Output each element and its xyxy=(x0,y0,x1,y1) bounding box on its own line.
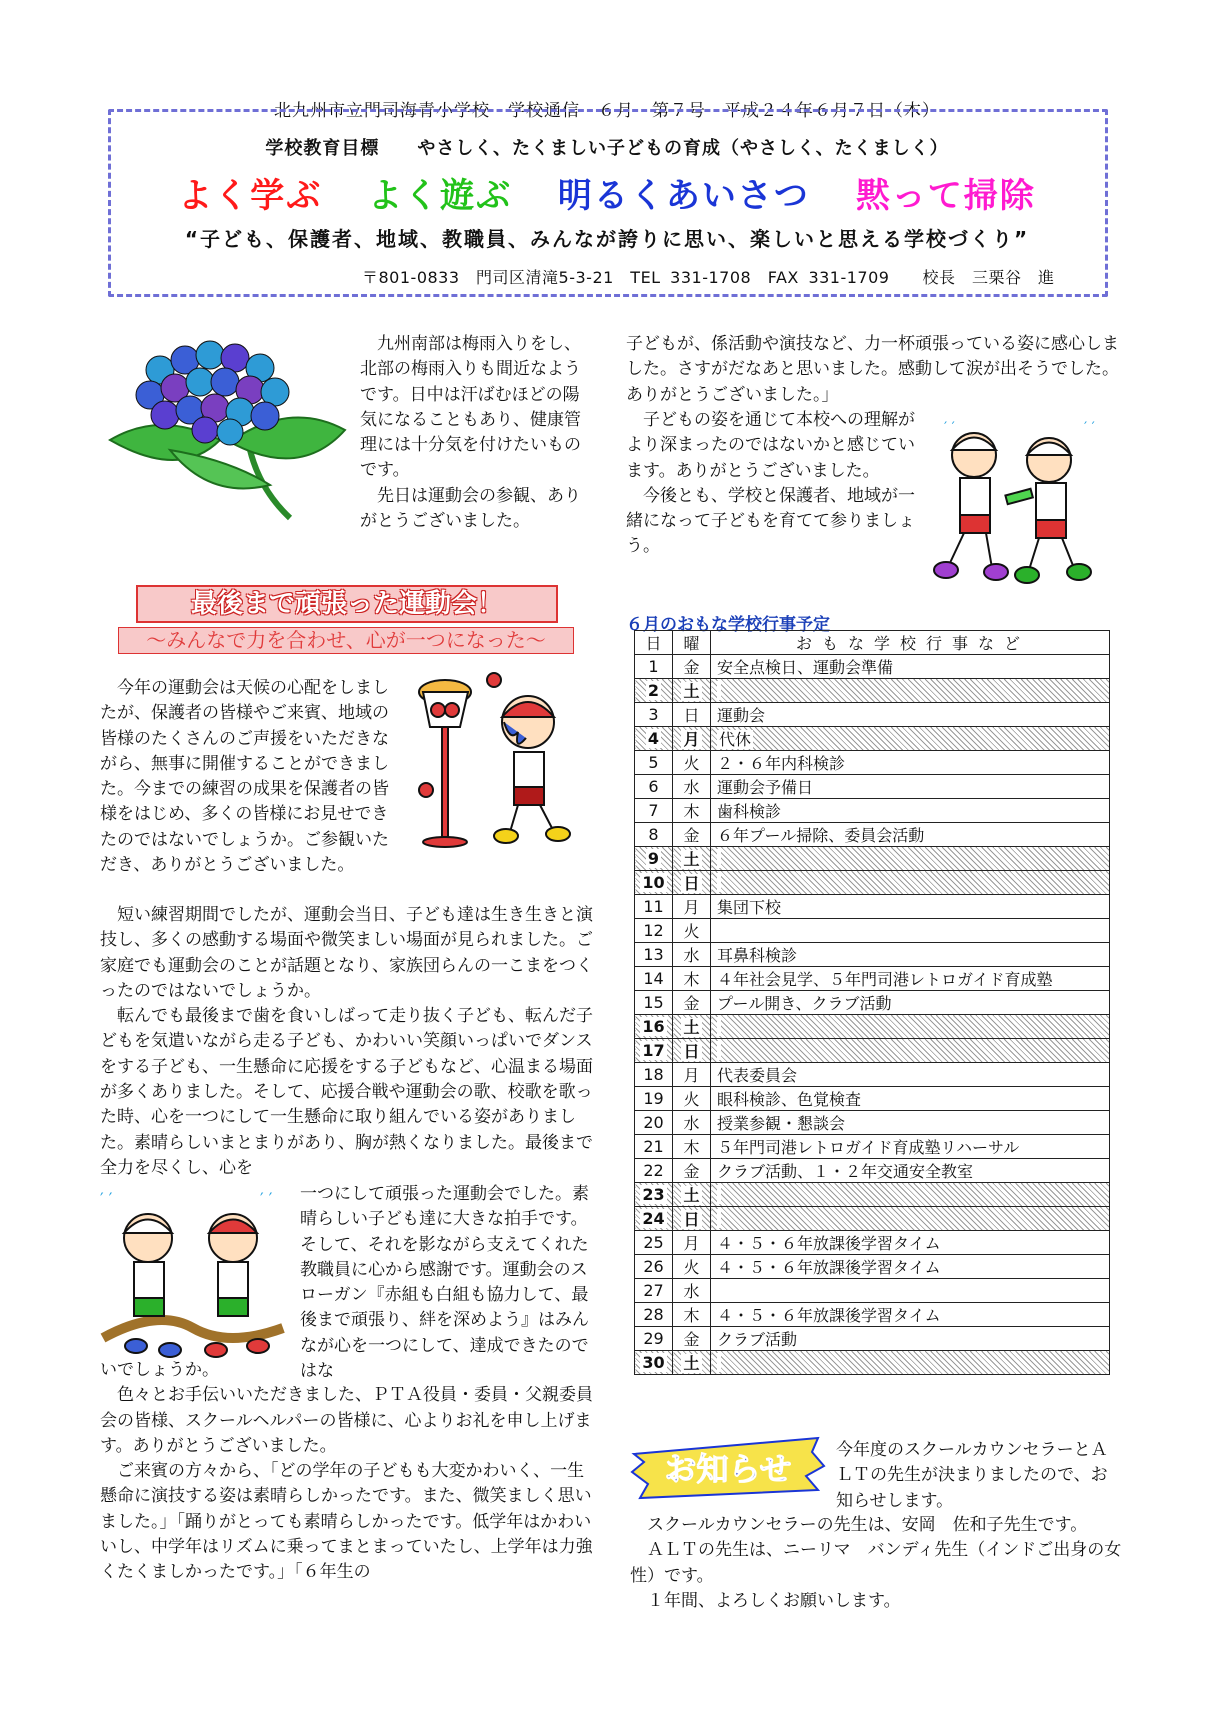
schedule-event-cell-text xyxy=(717,1353,721,1372)
schedule-event-cell-text: クラブ活動、１・２年交通安全教室 xyxy=(717,1162,974,1181)
schedule-weekday-cell xyxy=(673,871,711,895)
closing-section xyxy=(626,408,916,560)
schedule-day-cell-text: 14 xyxy=(643,969,664,988)
schedule-day-cell xyxy=(635,823,673,847)
schedule-weekday-cell xyxy=(673,1255,711,1279)
schedule-weekday-cell-text: 水 xyxy=(683,1282,700,1301)
schedule-row xyxy=(635,727,1110,751)
notice-badge xyxy=(630,1432,826,1502)
schedule-row xyxy=(635,751,1110,775)
schedule-weekday-cell-text: 土 xyxy=(683,1018,700,1037)
schedule-event-cell xyxy=(711,1159,1110,1183)
schedule-day-cell xyxy=(635,871,673,895)
closing-paragraph: 子どもの姿を通じて本校への理解がより深まったのではないかと感じています。ありがとうございました。 xyxy=(626,410,915,481)
notice-badge-label: お知らせ xyxy=(664,1450,792,1488)
schedule-event-cell xyxy=(711,1063,1110,1087)
schedule-row xyxy=(635,655,1110,679)
schedule-weekday-cell-text: 金 xyxy=(683,1330,700,1349)
notice-intro: 今年度のスクールカウンセラーとＡＬＴの先生が決まりましたので、お知らせします。 xyxy=(836,1440,1108,1511)
schedule-day-cell xyxy=(635,991,673,1015)
schedule-event-cell xyxy=(711,1255,1110,1279)
slogan-greeting: 明るくあいさつ xyxy=(557,176,810,216)
schedule-weekday-cell-text: 水 xyxy=(683,946,700,965)
schedule-day-cell xyxy=(635,1039,673,1063)
school-vision: “子ども、保護者、地域、教職員、みんなが誇りに思い、楽しいと思える学校づくり” xyxy=(184,227,1030,251)
schedule-row xyxy=(635,1111,1110,1135)
schedule-event-cell-text: プール開き、クラブ活動 xyxy=(717,994,892,1013)
schedule-event-cell-text: ６年プール掃除、委員会活動 xyxy=(717,826,925,845)
schedule-event-cell xyxy=(711,1279,1110,1303)
schedule-header-row xyxy=(635,631,1110,655)
schedule-event-cell-text: ４・５・６年放課後学習タイム xyxy=(717,1306,941,1325)
schedule-event-cell-text: ４・５・６年放課後学習タイム xyxy=(717,1258,941,1277)
schedule-day-cell xyxy=(635,1159,673,1183)
schedule-day-cell-text: 15 xyxy=(643,993,664,1012)
schedule-day-cell-text: 17 xyxy=(642,1041,665,1060)
schedule-title: ６月のおもな学校行事予定 xyxy=(626,615,830,635)
schedule-day-cell xyxy=(635,895,673,919)
schedule-event-cell-text xyxy=(717,1185,721,1204)
schedule-row xyxy=(635,1327,1110,1351)
schedule-event-cell-text xyxy=(717,1209,721,1228)
schedule-weekday-cell xyxy=(673,943,711,967)
schedule-event-cell xyxy=(711,943,1110,967)
schedule-event-cell xyxy=(711,1111,1110,1135)
schedule-day-cell xyxy=(635,1231,673,1255)
schedule-weekday-cell-text: 月 xyxy=(683,1066,700,1085)
schedule-event-cell-text: 歯科検診 xyxy=(717,802,782,821)
column-header-day: 日 xyxy=(635,631,673,655)
schedule-row xyxy=(635,1351,1110,1375)
schedule-day-cell-text: 23 xyxy=(642,1185,665,1204)
intro-section xyxy=(360,332,595,534)
schedule-event-cell-text xyxy=(717,873,721,892)
schedule-event-cell-text: ５年門司港レトロガイド育成塾リハーサル xyxy=(717,1138,1020,1157)
schedule-weekday-cell-text: 土 xyxy=(683,682,700,701)
schedule-event-cell-text xyxy=(717,849,721,868)
schedule-row xyxy=(635,1279,1110,1303)
hydrangea-illustration xyxy=(100,330,352,530)
schedule-event-cell xyxy=(711,799,1110,823)
schedule-weekday-cell-text: 月 xyxy=(683,898,700,917)
schedule-event-cell xyxy=(711,703,1110,727)
schedule-weekday-cell xyxy=(673,1111,711,1135)
schedule-event-cell-text: 耳鼻科検診 xyxy=(717,946,798,965)
schedule-weekday-cell-text: 水 xyxy=(683,1114,700,1133)
schedule-day-cell xyxy=(635,1255,673,1279)
schedule-day-cell xyxy=(635,1351,673,1375)
schedule-event-cell-text: 眼科検診、色覚検査 xyxy=(717,1090,862,1109)
schedule-row xyxy=(635,1255,1110,1279)
schedule-event-cell xyxy=(711,895,1110,919)
schedule-day-cell-text: 2 xyxy=(647,681,660,700)
schedule-row xyxy=(635,847,1110,871)
schedule-event-cell-text: クラブ活動 xyxy=(717,1330,798,1349)
schedule-day-cell-text: 7 xyxy=(648,801,659,820)
schedule-day-cell-text: 28 xyxy=(643,1305,664,1324)
schedule-day-cell-text: 26 xyxy=(643,1257,664,1276)
schedule-event-cell-text: 運動会予備日 xyxy=(717,778,814,797)
schedule-event-cell-text: 代休 xyxy=(719,730,752,749)
schedule-weekday-cell-text: 金 xyxy=(683,826,700,845)
schedule-day-cell-text: 8 xyxy=(648,825,659,844)
schedule-event-cell xyxy=(711,991,1110,1015)
schedule-row xyxy=(635,967,1110,991)
schedule-weekday-cell xyxy=(673,1039,711,1063)
schedule-weekday-cell xyxy=(673,919,711,943)
schedule-day-cell-text: 24 xyxy=(642,1209,665,1228)
schedule-day-cell xyxy=(635,775,673,799)
schedule-weekday-cell-text: 日 xyxy=(683,1042,700,1061)
schedule-event-cell-text: 授業参観・懇談会 xyxy=(717,1114,846,1133)
schedule-row xyxy=(635,895,1110,919)
schedule-event-cell-text: 代表委員会 xyxy=(717,1066,798,1085)
schedule-row xyxy=(635,919,1110,943)
schedule-event-cell xyxy=(711,1135,1110,1159)
schedule-event-cell xyxy=(711,1231,1110,1255)
schedule-weekday-cell-text: 金 xyxy=(683,658,700,677)
schedule-event-cell-text: 安全点検日、運動会準備 xyxy=(717,658,894,677)
schedule-weekday-cell xyxy=(673,991,711,1015)
schedule-weekday-cell xyxy=(673,1231,711,1255)
schedule-weekday-cell xyxy=(673,655,711,679)
sports-paragraph: 短い練習期間でしたが、運動会当日、子ども達は生き生きと演技し、多くの感動する場面や微笑ましい場面が見られました。ご家庭でも運動会のことが話題となり、家族団らんの一こまをつくったのではないでしょうか。 xyxy=(100,905,593,1001)
svg-text:′ ′: ′ ′ xyxy=(1084,420,1095,436)
schedule-day-cell xyxy=(635,847,673,871)
schedule-day-cell-text: 3 xyxy=(648,705,659,724)
schedule-event-cell xyxy=(711,1351,1110,1375)
schedule-weekday-cell-text: 水 xyxy=(683,778,700,797)
schedule-event-cell xyxy=(711,1087,1110,1111)
schedule-event-cell xyxy=(711,751,1110,775)
schedule-event-cell xyxy=(711,1015,1110,1039)
schedule-weekday-cell-text: 月 xyxy=(683,1234,700,1253)
schedule-day-cell-text: 11 xyxy=(643,897,664,916)
intro-paragraph: 九州南部は梅雨入りをし、北部の梅雨入りも間近なようです。日中は汗ばむほどの陽気になることもあり、健康管理には十分気を付けたいものです。 xyxy=(360,334,581,481)
schedule-day-cell xyxy=(635,799,673,823)
school-slogans xyxy=(0,168,1214,217)
schedule-event-cell xyxy=(711,1303,1110,1327)
schedule-day-cell-text: 27 xyxy=(643,1281,664,1300)
schedule-weekday-cell xyxy=(673,703,711,727)
schedule-event-cell xyxy=(711,967,1110,991)
schedule-day-cell xyxy=(635,655,673,679)
sports-section-body xyxy=(100,903,596,1181)
schedule-day-cell-text: 12 xyxy=(643,921,664,940)
schedule-weekday-cell xyxy=(673,1135,711,1159)
schedule-row xyxy=(635,679,1110,703)
schedule-weekday-cell xyxy=(673,1207,711,1231)
schedule-weekday-cell xyxy=(673,1279,711,1303)
schedule-event-cell xyxy=(711,1207,1110,1231)
schedule-event-cell-text xyxy=(717,681,721,700)
schedule-day-cell xyxy=(635,1135,673,1159)
sports-paragraph: ご来賓の方々から、「どの学年の子どもも大変かわいく、一生懸命に演技する姿は素晴らしかったです。また、微笑ましく思いました。」「踊りがとっても素晴らしかったです。低学年はかわいいし、中学年はリズムに乗ってまとまっていたし、上学年は力強くたくましかったです。」「６年生の xyxy=(100,1461,593,1583)
schedule-weekday-cell-text: 火 xyxy=(683,1090,700,1109)
schedule-day-cell xyxy=(635,1207,673,1231)
svg-text:′ ′: ′ ′ xyxy=(100,1189,113,1208)
education-goal: 学校教育目標 やさしく、たくましい子どもの育成（やさしく、たくましく） xyxy=(265,138,949,159)
schedule-day-cell-text: 13 xyxy=(643,945,664,964)
schedule-row xyxy=(635,1063,1110,1087)
notice-body xyxy=(630,1513,1126,1614)
relay-runners-illustration xyxy=(924,420,1114,590)
schedule-row xyxy=(635,799,1110,823)
schedule-event-cell-text: ２・６年内科検診 xyxy=(717,754,846,773)
svg-text:′ ′: ′ ′ xyxy=(260,1189,273,1208)
schedule-weekday-cell xyxy=(673,751,711,775)
schedule-row xyxy=(635,823,1110,847)
schedule-weekday-cell-text: 月 xyxy=(683,730,700,749)
schedule-weekday-cell xyxy=(673,823,711,847)
schedule-row xyxy=(635,1039,1110,1063)
schedule-day-cell-text: 20 xyxy=(643,1113,664,1132)
schedule-weekday-cell-text: 金 xyxy=(683,1162,700,1181)
schedule-event-cell-text: 集団下校 xyxy=(717,898,782,917)
schedule-day-cell-text: 5 xyxy=(648,753,659,772)
slogan-cleaning: 黙って掃除 xyxy=(855,176,1036,216)
sports-paragraph: 色々とお手伝いいただきました、ＰＴＡ役員・委員・父親委員会の皆様、スクールヘルパーの皆様に、心よりお礼を申し上げます。ありがとうございました。 xyxy=(100,1385,593,1456)
schedule-day-cell xyxy=(635,1111,673,1135)
schedule-weekday-cell xyxy=(673,679,711,703)
newsletter-issue-line: 北九州市立門司海青小学校 学校通信 ６月 第７号 平成２４年６月７日（木） xyxy=(274,101,940,121)
sports-paragraph: 今年の運動会は天候の心配をしましたが、保護者の皆様やご来賓、地域の皆様のたくさんのご声援をいただきながら、無事に開催することができました。今までの練習の成果を保護者の皆様をはじめ、多くの皆様にお見せできたのではないでしょうか。ご参観いただき、ありがとうございました。 xyxy=(100,678,389,876)
schedule-weekday-cell xyxy=(673,895,711,919)
schedule-day-cell-text: 9 xyxy=(647,849,660,868)
schedule-row xyxy=(635,991,1110,1015)
schedule-row xyxy=(635,1207,1110,1231)
schedule-weekday-cell xyxy=(673,727,711,751)
schedule-event-cell xyxy=(711,1183,1110,1207)
schedule-weekday-cell-text: 土 xyxy=(683,1354,700,1373)
schedule-weekday-cell-text: 木 xyxy=(683,1306,700,1325)
schedule-weekday-cell xyxy=(673,775,711,799)
schedule-day-cell-text: 25 xyxy=(643,1233,664,1252)
schedule-event-cell xyxy=(711,871,1110,895)
sports-day-subtitle: ～みんなで力を合わせ、心が一つになった～ xyxy=(118,627,574,654)
schedule-row xyxy=(635,1015,1110,1039)
schedule-weekday-cell-text: 土 xyxy=(683,1186,700,1205)
notice-paragraph: スクールカウンセラーの先生は、安岡 佐和子先生です。 xyxy=(630,1515,1088,1535)
slogan-learn: よく学ぶ xyxy=(178,176,323,216)
schedule-weekday-cell xyxy=(673,1351,711,1375)
schedule-event-cell xyxy=(711,1039,1110,1063)
schedule-row xyxy=(635,1183,1110,1207)
schedule-row xyxy=(635,703,1110,727)
schedule-weekday-cell xyxy=(673,847,711,871)
schedule-event-cell xyxy=(711,655,1110,679)
slogan-play: よく遊ぶ xyxy=(368,176,513,216)
schedule-day-cell xyxy=(635,1279,673,1303)
schedule-day-cell xyxy=(635,703,673,727)
notice-paragraph: １年間、よろしくお願いします。 xyxy=(630,1590,901,1611)
sports-paragraph: 転んでも最後まで歯を食いしばって走り抜く子ども、転んだ子どもを気遣いながら走る子ども、かわいい笑顔いっぱいでダンスをする子ども、一生懸命に応援をする子どもなど、心温まる場面が多くありました。そして、応援合戦や運動会の歌、校歌を歌った時、心を一つにして一生懸命に取り組んでいる姿がありました。素晴らしいまとまりがあり、胸が熱くなりました。最後まで全力を尽くし、心を xyxy=(100,1006,593,1178)
schedule-day-cell xyxy=(635,727,673,751)
closing-paragraph: 今後とも、学校と保護者、地域が一緒になって子どもを育てて参りましょう。 xyxy=(626,485,915,557)
schedule-day-cell-text: 6 xyxy=(648,777,659,796)
schedule-day-cell-text: 21 xyxy=(643,1137,664,1156)
schedule-event-cell xyxy=(711,727,1110,751)
schedule-weekday-cell xyxy=(673,799,711,823)
schedule-weekday-cell-text: 火 xyxy=(683,1258,700,1277)
column-header-weekday: 曜 xyxy=(673,631,711,655)
schedule-event-cell-text xyxy=(717,1041,721,1060)
schedule-row xyxy=(635,1303,1110,1327)
schedule-day-cell-text: 18 xyxy=(643,1065,664,1084)
schedule-day-cell-text: 16 xyxy=(642,1017,665,1036)
schedule-weekday-cell-text: 火 xyxy=(683,922,700,941)
notice-paragraph: ＡＬＴの先生は、ニーリマ バンディ先生（インドご出身の女性）です。 xyxy=(630,1540,1122,1586)
schedule-day-cell xyxy=(635,1087,673,1111)
schedule-day-cell-text: 4 xyxy=(647,729,660,748)
schedule-row xyxy=(635,775,1110,799)
sports-paragraph-continued: 一つにして頑張った運動会でした。素晴らしい子ども達に大きな拍手です。そして、それを影ながら支えてくれた教職員に心から感謝です。運動会のスローガン『赤組も白組も協力して、最後まで頑張り、絆を深めよう』はみんなが心を一つにして、達成できたのではな xyxy=(300,1184,589,1382)
schedule-day-cell xyxy=(635,1327,673,1351)
intro-paragraph: 先日は運動会の参観、ありがとうございました。 xyxy=(360,485,581,532)
svg-text:′ ′: ′ ′ xyxy=(944,420,955,436)
schedule-weekday-cell xyxy=(673,1159,711,1183)
schedule-weekday-cell xyxy=(673,1183,711,1207)
schedule-day-cell xyxy=(635,1183,673,1207)
schedule-weekday-cell xyxy=(673,1015,711,1039)
schedule-day-cell xyxy=(635,919,673,943)
schedule-weekday-cell xyxy=(673,967,711,991)
schedule-day-cell-text: 10 xyxy=(642,873,665,892)
schedule-table xyxy=(634,630,1110,1375)
schedule-weekday-cell xyxy=(673,1087,711,1111)
schedule-row xyxy=(635,1087,1110,1111)
schedule-day-cell xyxy=(635,1063,673,1087)
schedule-row xyxy=(635,943,1110,967)
schedule-day-cell xyxy=(635,751,673,775)
schedule-weekday-cell-text: 火 xyxy=(683,754,700,773)
tug-of-war-illustration xyxy=(98,1188,288,1368)
schedule-day-cell-text: 30 xyxy=(642,1353,665,1372)
schedule-day-cell xyxy=(635,943,673,967)
schedule-row xyxy=(635,871,1110,895)
schedule-day-cell xyxy=(635,1015,673,1039)
schedule-event-cell-text: ４・５・６年放課後学習タイム xyxy=(717,1234,941,1253)
schedule-day-cell-text: 22 xyxy=(643,1161,664,1180)
schedule-weekday-cell-text: 日 xyxy=(683,874,700,893)
schedule-row xyxy=(635,1231,1110,1255)
schedule-row xyxy=(635,1135,1110,1159)
schedule-row xyxy=(635,1159,1110,1183)
schedule-weekday-cell xyxy=(673,1303,711,1327)
schedule-body xyxy=(635,655,1110,1375)
schedule-weekday-cell-text: 金 xyxy=(683,994,700,1013)
sports-paragraph-end: いでしょうか。 xyxy=(100,1360,219,1380)
schedule-event-cell-text: ４年社会見学、５年門司港レトロガイド育成塾 xyxy=(717,970,1053,989)
sports-day-title: 最後まで頑張った運動会！ xyxy=(136,585,558,623)
schedule-day-cell-text: 1 xyxy=(648,657,659,676)
column-header-events: おもな学校行事など xyxy=(711,631,1110,655)
schedule-weekday-cell-text: 木 xyxy=(683,970,700,989)
schedule-event-cell-text: 運動会 xyxy=(717,706,766,725)
ball-toss-illustration xyxy=(418,672,598,850)
schedule-event-cell xyxy=(711,679,1110,703)
schedule-event-cell xyxy=(711,919,1110,943)
schedule-event-cell xyxy=(711,1327,1110,1351)
schedule-weekday-cell xyxy=(673,1063,711,1087)
schedule-day-cell xyxy=(635,679,673,703)
schedule-day-cell xyxy=(635,967,673,991)
schedule-weekday-cell-text: 木 xyxy=(683,802,700,821)
schedule-day-cell xyxy=(635,1303,673,1327)
schedule-weekday-cell-text: 日 xyxy=(683,706,700,725)
guest-quote-continued: 子どもが、係活動や演技など、力一杯頑張っている姿に感心しました。さすがだなあと思いました。感動して涙が出そうでした。ありがとうございました。」 xyxy=(626,334,1119,405)
sports-section-bottom xyxy=(100,1358,596,1586)
schedule-weekday-cell-text: 日 xyxy=(683,1210,700,1229)
schedule-day-cell-text: 19 xyxy=(643,1089,664,1108)
schedule-weekday-cell xyxy=(673,1327,711,1351)
schedule-event-cell-text xyxy=(717,1017,721,1036)
schedule-event-cell xyxy=(711,775,1110,799)
schedule-weekday-cell-text: 木 xyxy=(683,1138,700,1157)
schedule-event-cell xyxy=(711,847,1110,871)
school-address: 〒801-0833 門司区清滝5-3-21 TEL 331-1708 FAX 331-1709 校長 三栗谷 進 xyxy=(362,268,1055,287)
schedule-day-cell-text: 29 xyxy=(643,1329,664,1348)
schedule-event-cell xyxy=(711,823,1110,847)
schedule-weekday-cell-text: 土 xyxy=(683,850,700,869)
